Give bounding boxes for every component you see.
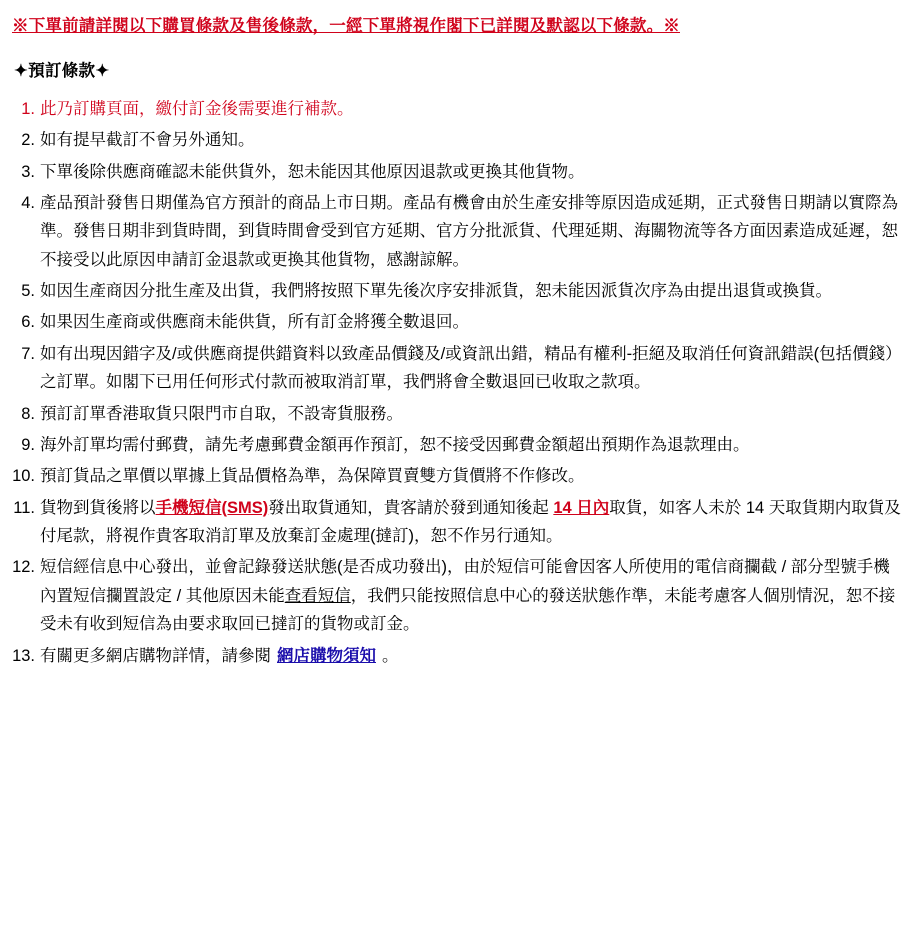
term-item — [10, 308, 903, 336]
term-number: 3. — [21, 162, 35, 181]
term-number: 11. — [13, 498, 35, 517]
term-item — [10, 277, 903, 305]
term-item — [10, 494, 903, 551]
shop-guide-link[interactable]: 網店購物須知 — [277, 646, 376, 665]
term-number: 2. — [21, 131, 35, 150]
term-number: 4. — [21, 193, 35, 212]
term-item — [10, 431, 903, 459]
term-item — [10, 462, 903, 490]
term-number: 10. — [12, 467, 35, 486]
term-number: 9. — [21, 435, 35, 454]
term-item — [10, 340, 903, 397]
term-item — [10, 95, 903, 123]
term-item — [10, 400, 903, 428]
pickup-deadline-emphasis: 14 日內 — [553, 498, 610, 517]
term-text: 短信經信息中心發出，並會記錄發送狀態(是否成功發出)，由於短信可能會因客人所使用的電信商攔截 / 部分型號手機內置短信攔置設定 / 其他原因未能查看短信，我們只能按照信息中心的發送狀態作準，未能考慮客人個別情況，恕不接受未有收到短信為由要求取回已撻訂的貨物或訂金。 — [40, 558, 896, 634]
term-text: 貨物到貨後將以手機短信(SMS)發出取貨通知，貴客請於發到通知後起 14 日內取貨，如客人未於 14 天取貨期内取貨及付尾款，將視作貴客取消訂單及放棄訂金處理(撻訂)，恕不作另行通知。 — [40, 498, 901, 545]
term-number: 13. — [12, 646, 35, 665]
term-text: 下單後除供應商確認未能供貨外，恕未能因其他原因退款或更換其他貨物。 — [40, 162, 585, 181]
term-item — [10, 642, 903, 670]
term-number: 12. — [12, 558, 35, 577]
term-text: 有關更多網店購物詳情，請參閱 網店購物須知 。 — [40, 646, 399, 665]
term-number: 8. — [21, 404, 35, 423]
term-text: 如有出現因錯字及/或供應商提供錯資料以致產品價錢及/或資訊出錯，精品有權利-拒絕及取消任何資訊錯誤(包括價錢）之訂單。如閣下已用任何形式付款而被取消訂單，我們將會全數退回已收取之款項。 — [40, 344, 902, 392]
section-title-preorder-terms: ✦預訂條款✦ — [14, 61, 110, 80]
term-text: 預訂貨品之單價以單據上貨品價格為準，為保障買賣雙方貨價將不作修改。 — [40, 467, 585, 486]
term-number: 1. — [21, 99, 35, 118]
term-item — [10, 126, 903, 154]
term-item — [10, 553, 903, 638]
sms-emphasis: 手機短信(SMS) — [155, 498, 269, 517]
term-number: 6. — [21, 313, 35, 332]
term-item — [10, 189, 903, 274]
term-number: 5. — [21, 282, 35, 300]
term-text: 產品預計發售日期僅為官方預計的商品上市日期。產品有機會由於生產安排等原因造成延期，正式發售日期請以實際為準。發售日期非到貨時間，到貨時間會受到官方延期、官方分批派貨、代理延期、海關物流等各方面因素造成延遲，恕不接受以此原因申請訂金退款或更換其他貨物，感謝諒解。 — [40, 193, 898, 269]
warning-headline: ※下單前請詳閱以下購買條款及售後條款，一經下單將視作閣下已詳閱及默認以下條款。※ — [12, 17, 680, 35]
terms-list — [10, 95, 903, 670]
term-item — [10, 158, 903, 186]
term-text: 如有提早截訂不會另外通知。 — [40, 131, 255, 150]
term-text: 海外訂單均需付郵費，請先考慮郵費金額再作預訂，恕不接受因郵費金額超出預期作為退款理由。 — [40, 435, 750, 454]
term-text: 如果因生產商或供應商未能供貨，所有訂金將獲全數退回。 — [40, 313, 469, 332]
check-sms-emphasis: 查看短信 — [284, 586, 351, 605]
term-text: 此乃訂購頁面，繳付訂金後需要進行補款。 — [40, 99, 354, 118]
term-number: 7. — [21, 344, 35, 363]
term-text: 如因生產商因分批生產及出貨，我們將按照下單先後次序安排派貨，恕未能因派貨次序為由提出退貨或換貨。 — [40, 282, 832, 300]
term-text: 預訂訂單香港取貨只限門市自取，不設寄貨服務。 — [40, 404, 403, 423]
